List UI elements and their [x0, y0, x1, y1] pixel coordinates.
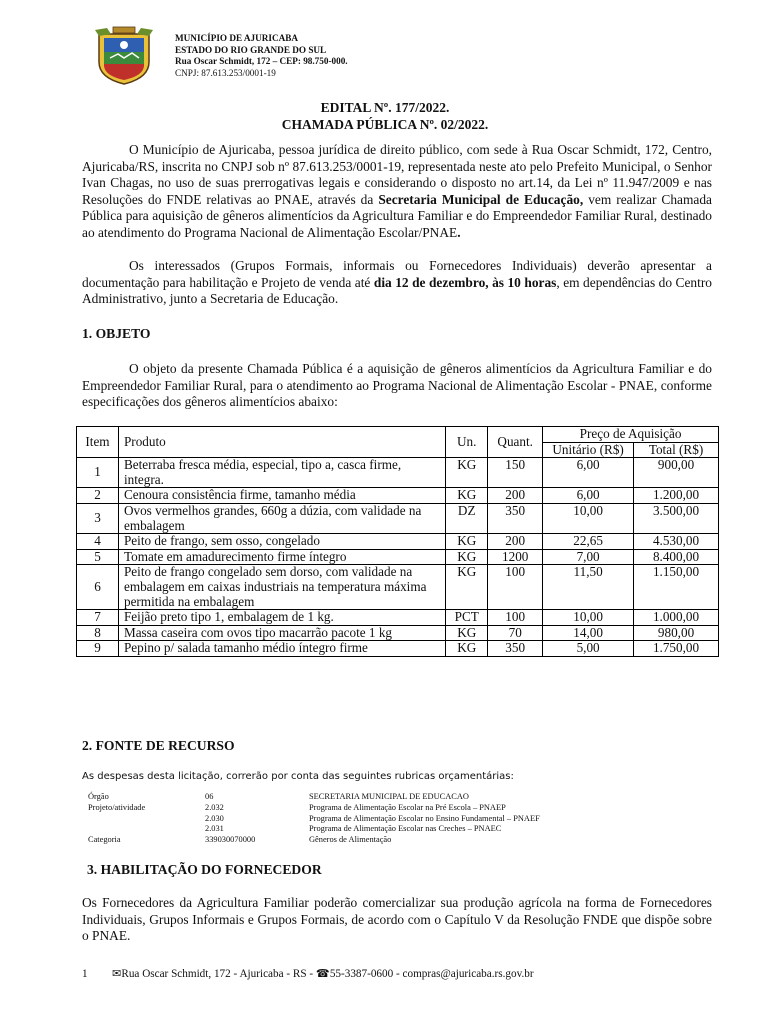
- header-quant: Quant.: [488, 427, 543, 458]
- section-fonte-heading: 2. FONTE DE RECURSO: [82, 738, 235, 753]
- cell-produto: Ovos vermelhos grandes, 660g a dúzia, com validade na embalagem: [118, 503, 445, 533]
- header-unitario: Unitário (R$): [543, 442, 634, 458]
- page-footer: [82, 967, 534, 980]
- section-fonte-text: As despesas desta licitação, correrão por conta das seguintes rubricas orçamentárias:: [82, 771, 514, 782]
- cell-unitario: 5,00: [543, 641, 634, 657]
- budget-code: 06: [205, 792, 214, 801]
- page-number: 1: [82, 968, 88, 980]
- budget-row: [88, 814, 540, 825]
- products-table: [76, 426, 719, 657]
- letterhead: [93, 26, 693, 86]
- header-item: Item: [77, 427, 119, 458]
- budget-code: 2.032: [205, 802, 224, 812]
- budget-desc: Programa de Alimentação Escolar na Pré Escola – PNAEP: [309, 802, 506, 812]
- cell-total: 8.400,00: [634, 549, 719, 565]
- table-row: [77, 458, 719, 488]
- cell-unitario: 11,50: [543, 565, 634, 610]
- cell-total: 1.750,00: [634, 641, 719, 657]
- table-row: [77, 503, 719, 533]
- municipality-name: MUNICÍPIO DE AJURICABA: [175, 33, 299, 43]
- budget-desc: SECRETARIA MUNICIPAL DE EDUCACAO: [309, 792, 469, 801]
- cell-produto: Feijão preto tipo 1, embalagem de 1 kg.: [118, 610, 445, 626]
- section-habilitacao-text: Os Fornecedores da Agricultura Familiar poderão comercializar sua produção agrícola na forma de Fornecedores Individuais, Grupos Informais e Grupos Formais, de acordo com o Capítulo V da Resolução FNDE que dispõe sobre o PNAE.: [82, 895, 712, 944]
- cell-item: 3: [77, 503, 119, 533]
- cell-quant: 200: [488, 488, 543, 504]
- footer-phone: 55-3387-0600 -: [329, 968, 403, 980]
- municipal-crest-icon: [93, 26, 155, 86]
- envelope-icon: ✉: [112, 968, 122, 980]
- budget-label: [88, 824, 205, 835]
- section-habilitacao-heading: 3. HABILITAÇÃO DO FORNECEDOR: [87, 862, 322, 877]
- cell-total: 4.530,00: [634, 534, 719, 550]
- table-row: [77, 549, 719, 565]
- cell-unitario: 6,00: [543, 458, 634, 488]
- cell-un: KG: [446, 549, 488, 565]
- section-objeto-text: O objeto da presente Chamada Pública é a aquisição de gêneros alimentícios da Agricultura Familiar e do Empreendedor Familiar Rural, para o atendimento ao Programa Nacional de Alimentação Escolar - PNAE, conforme especificações dos gêneros alimentícios abaixo:: [82, 361, 712, 410]
- cell-item: 7: [77, 610, 119, 626]
- cell-item: 8: [77, 625, 119, 641]
- cell-unitario: 6,00: [543, 488, 634, 504]
- header-total: Total (R$): [634, 442, 719, 458]
- cell-produto: Massa caseira com ovos tipo macarrão pacote 1 kg: [118, 625, 445, 641]
- cell-quant: 70: [488, 625, 543, 641]
- budget-row: [88, 803, 540, 814]
- cell-quant: 100: [488, 610, 543, 626]
- intro-paragraph-2: Os interessados (Grupos Formais, informais ou Fornecedores Individuais) deverão apresentar a documentação para habilitação e Projeto de venda até dia 12 de dezembro, às 10 horas, em dependências do Centro Administrativo, junto a Secretaria de Educação.: [82, 258, 712, 307]
- budget-row: [88, 792, 540, 803]
- header-un: Un.: [446, 427, 488, 458]
- cell-total: 1.000,00: [634, 610, 719, 626]
- budget-code: 339030070000: [205, 835, 256, 845]
- edital-title: EDITAL Nº. 177/2022.: [320, 100, 450, 115]
- table-row: [77, 610, 719, 626]
- cell-item: 6: [77, 565, 119, 610]
- budget-desc: Programa de Alimentação Escolar nas Creches – PNAEC: [309, 824, 502, 834]
- cell-quant: 150: [488, 458, 543, 488]
- cell-quant: 200: [488, 534, 543, 550]
- cell-total: 3.500,00: [634, 503, 719, 533]
- budget-label: Categoria: [88, 835, 121, 845]
- cell-un: KG: [446, 458, 488, 488]
- cell-total: 1.200,00: [634, 488, 719, 504]
- budget-row: [88, 835, 540, 846]
- budget-lines-table: [88, 792, 540, 846]
- header-preco: Preço de Aquisição: [543, 427, 719, 443]
- footer-address: Rua Oscar Schmidt, 172 - Ajuricaba - RS -: [121, 968, 316, 980]
- cell-produto: Cenoura consistência firme, tamanho média: [118, 488, 445, 504]
- cell-unitario: 22,65: [543, 534, 634, 550]
- cell-unitario: 14,00: [543, 625, 634, 641]
- cell-unitario: 10,00: [543, 610, 634, 626]
- table-row: [77, 641, 719, 657]
- table-row: [77, 488, 719, 504]
- address-line: Rua Oscar Schmidt, 172 – CEP: 98.750-000.: [175, 56, 348, 66]
- table-row: [77, 534, 719, 550]
- budget-label: Projeto/atividade: [88, 802, 146, 812]
- cell-un: KG: [446, 625, 488, 641]
- budget-label: [88, 814, 205, 825]
- cell-item: 5: [77, 549, 119, 565]
- telephone-icon: ☎: [315, 968, 330, 980]
- cell-un: KG: [446, 534, 488, 550]
- budget-label: Órgão: [88, 792, 109, 801]
- cell-quant: 100: [488, 565, 543, 610]
- section-objeto-heading: 1. OBJETO: [82, 326, 151, 341]
- cell-item: 1: [77, 458, 119, 488]
- cell-produto: Beterraba fresca média, especial, tipo a, casca firme, integra.: [118, 458, 445, 488]
- budget-desc: Gêneros de Alimentação: [309, 835, 392, 845]
- cell-quant: 350: [488, 641, 543, 657]
- cell-produto: Pepino p/ salada tamanho médio íntegro firme: [118, 641, 445, 657]
- cell-item: 4: [77, 534, 119, 550]
- table-row: [77, 565, 719, 610]
- state-name: ESTADO DO RIO GRANDE DO SUL: [175, 44, 327, 55]
- cell-un: KG: [446, 488, 488, 504]
- cell-item: 9: [77, 641, 119, 657]
- cell-total: 980,00: [634, 625, 719, 641]
- cell-total: 900,00: [634, 458, 719, 488]
- chamada-title: CHAMADA PÚBLICA Nº. 02/2022.: [281, 117, 489, 132]
- cell-produto: Tomate em amadurecimento firme íntegro: [118, 549, 445, 565]
- cell-unitario: 7,00: [543, 549, 634, 565]
- cell-un: DZ: [446, 503, 488, 533]
- cell-produto: Peito de frango congelado sem dorso, com validade na embalagem em caixas industriais na temperatura máxima permitida na embalagem: [118, 565, 445, 610]
- cell-produto: Peito de frango, sem osso, congelado: [118, 534, 445, 550]
- header-produto: Produto: [118, 427, 445, 458]
- cell-item: 2: [77, 488, 119, 504]
- budget-code: 2.030: [205, 813, 224, 823]
- table-header-row: [77, 427, 719, 443]
- intro-paragraph-1: O Município de Ajuricaba, pessoa jurídica de direito público, com sede à Rua Oscar Schmidt, 172, Centro, Ajuricaba/RS, inscrita no CNPJ sob nº 87.613.253/0001-19, representada neste ato pelo Prefeito Municipal, o Senhor Ivan Chagas, no uso de suas prerrogativas legais e considerando o disposto no art.14, da Lei nº 11.947/2009 e nas Resoluções do FNDE relativas ao PNAE, através da Secretaria Municipal de Educação, vem realizar Chamada Pública para aquisição de gêneros alimentícios da Agricultura Familiar e do Empreendedor Familiar Rural, destinado ao atendimento do Programa Nacional de Alimentação Escolar/PNAE.: [82, 142, 712, 240]
- budget-code: 2.031: [205, 824, 224, 834]
- cnpj-line: CNPJ: 87.613.253/0001-19: [175, 67, 276, 78]
- budget-desc: Programa de Alimentação Escolar no Ensino Fundamental – PNAEF: [309, 813, 540, 823]
- cell-un: KG: [446, 641, 488, 657]
- budget-row: [88, 824, 540, 835]
- footer-email[interactable]: compras@ajuricaba.rs.gov.br: [402, 968, 534, 980]
- table-row: [77, 625, 719, 641]
- cell-un: KG: [446, 565, 488, 610]
- cell-quant: 350: [488, 503, 543, 533]
- cell-quant: 1200: [488, 549, 543, 565]
- cell-un: PCT: [446, 610, 488, 626]
- cell-unitario: 10,00: [543, 503, 634, 533]
- cell-total: 1.150,00: [634, 565, 719, 610]
